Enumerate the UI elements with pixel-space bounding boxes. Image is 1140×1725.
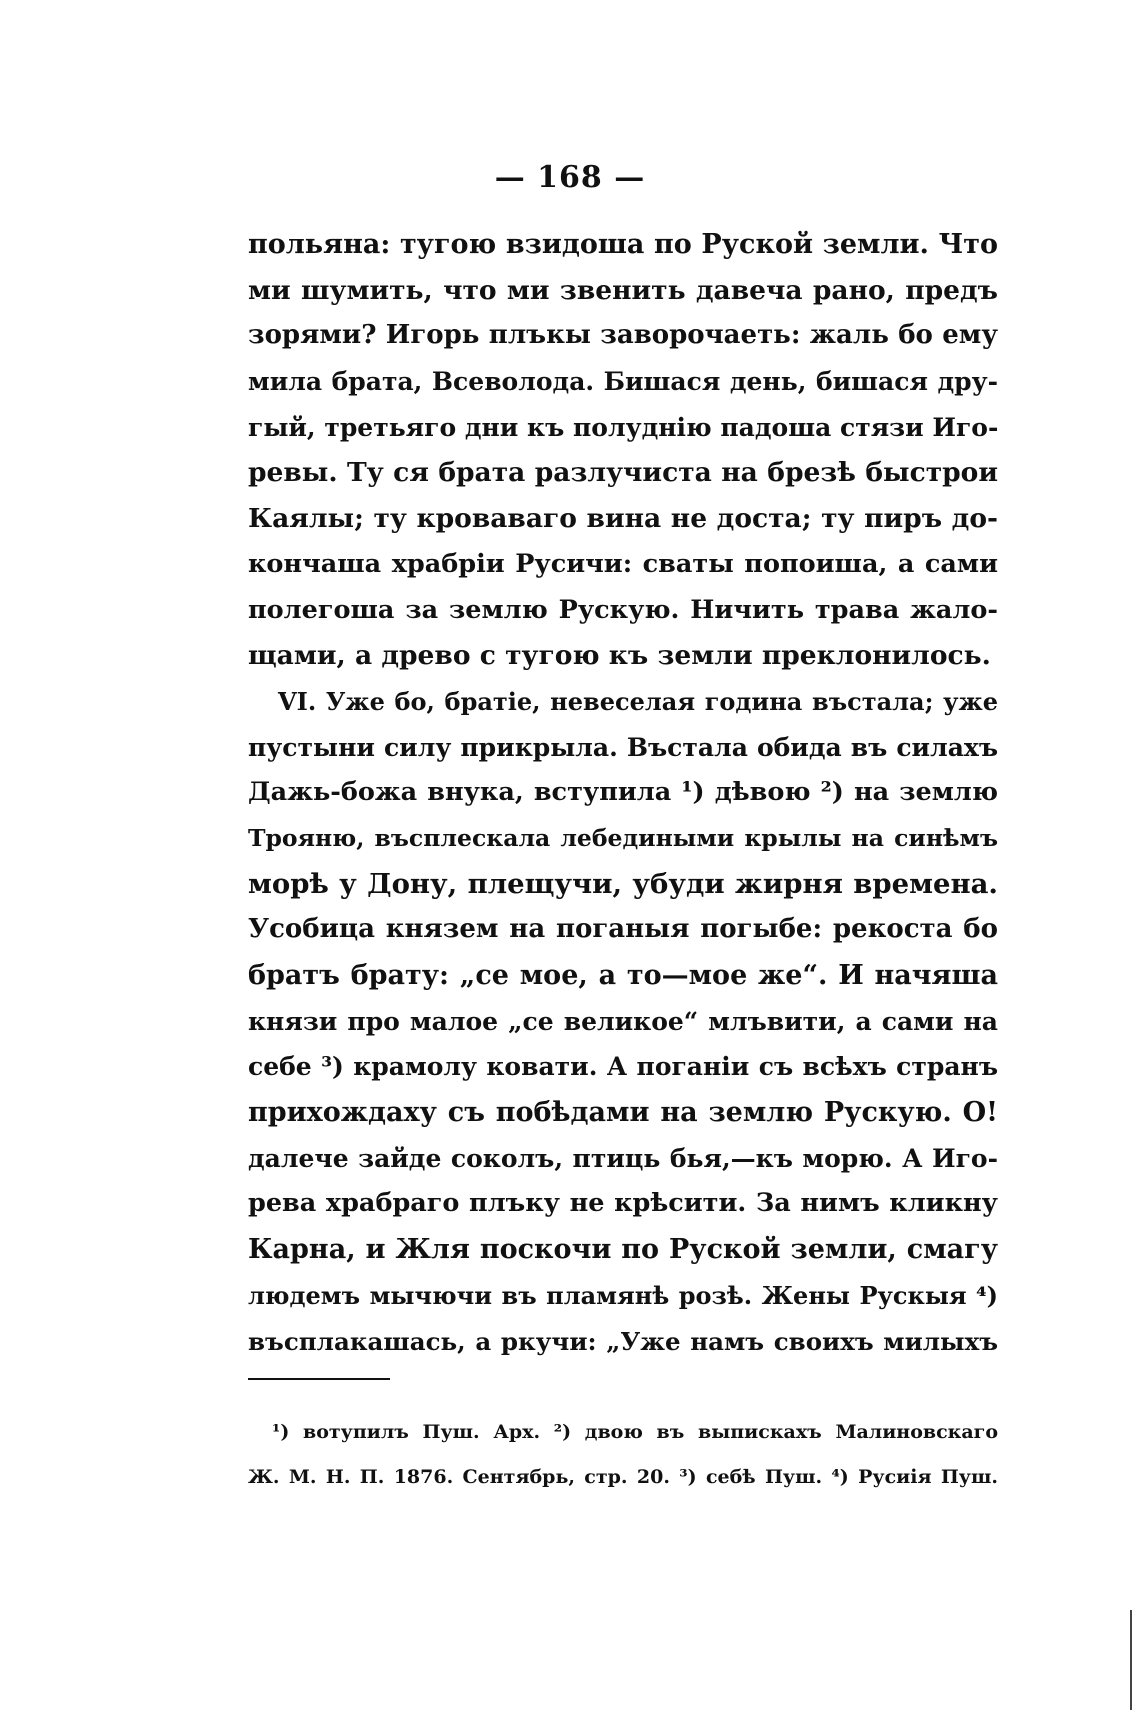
text-line: прихождаху съ побѣдами на землю Рускую. О! xyxy=(248,1097,998,1129)
text-line: мила брата, Всеволода. Бишася день, бишася дру- xyxy=(248,367,998,397)
page-number: — 168 — xyxy=(494,160,646,195)
text-line: пустыни силу прикрыла. Въстала обида въ силахъ xyxy=(248,732,998,762)
text-line: польяна: тугою взидоша по Руской земли. Что xyxy=(248,229,998,260)
text-line: ревы. Ту ся брата разлучиста на брезѣ быстрои xyxy=(248,457,998,489)
text-line: щами, а древо с тугою къ земли преклонилось. xyxy=(248,640,991,672)
text-line: Усобица князем на поганыя погыбе: рекоста бо xyxy=(248,914,998,945)
text-line: Трояню, въсплескала лебедиными крылы на синѣмъ xyxy=(248,823,998,852)
text-line: рева храбраго плъку не крѣсити. За нимъ кликну xyxy=(248,1188,998,1219)
text-line: морѣ у Дону, плещучи, убуди жирня времена. xyxy=(248,867,998,900)
text-line: Карна, и Жля поскочи по Руской земли, смагу xyxy=(248,1234,998,1266)
text-line: далече зайде соколъ, птиць бья,—къ морю. А Иго- xyxy=(248,1143,998,1173)
text-line: князи про малое „се великое“ млъвити, а сами на xyxy=(248,1006,998,1036)
text-line: зорями? Игорь плъкы заворочаеть: жаль бо ему xyxy=(248,320,998,351)
text-line: кончаша храбріи Русичи: сваты попоиша, а сами xyxy=(248,548,998,579)
margin-mark xyxy=(1130,1610,1132,1710)
footnotes xyxy=(248,1410,998,1500)
text-line: Каялы; ту кроваваго вина не доста; ту пиръ до- xyxy=(248,503,998,535)
text-line: гый, третьяго дни къ полуднію падоша стязи Иго- xyxy=(248,412,999,442)
text-line: въсплакашась, а ркучи: „Уже намъ своихъ милыхъ xyxy=(248,1326,998,1356)
text-line: ми шумить, что ми звенить давеча рано, предъ xyxy=(248,274,998,306)
text-line: братъ брату: „се мое, а то—мое же“. И начяша xyxy=(248,960,998,991)
text-line: людемъ мычючи въ пламянѣ розѣ. Жены Рускыя ⁴) xyxy=(248,1280,998,1310)
text-line: себе ³) крамолу ковати. А поганіи съ всѣхъ странъ xyxy=(248,1052,998,1082)
footnote-line: Ж. М. Н. П. 1876. Сентябрь, стр. 20. ³) себѣ Пуш. ⁴) Русиія Пуш. xyxy=(248,1466,998,1488)
text-line: Дажь-божа внука, вступила ¹) дѣвою ²) на землю xyxy=(248,777,998,808)
body-text xyxy=(248,222,998,1364)
text-line: полегоша за землю Рускую. Ничить трава жало- xyxy=(248,594,998,625)
footnote-rule xyxy=(248,1378,390,1380)
text-line: VI. Уже бо, братіе, невеселая година въстала; уже xyxy=(278,686,998,716)
footnote-line: ¹) вотупилъ Пуш. Арх. ²) двою въ выпискахъ Малиновскаго xyxy=(272,1421,998,1443)
